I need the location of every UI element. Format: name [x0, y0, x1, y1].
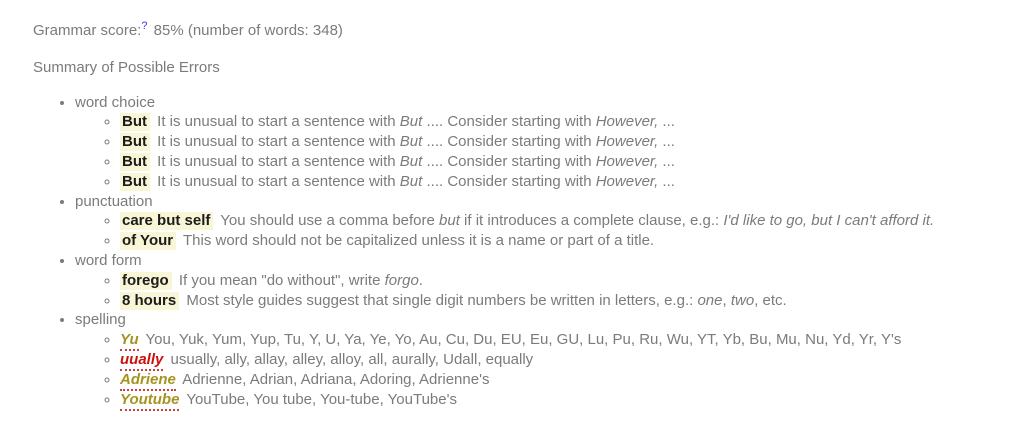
text-segment: This word should not be capitalized unless it is a name or part of a title.: [179, 232, 655, 250]
category-item-list: [75, 330, 1010, 409]
error-item: [120, 390, 1010, 410]
text-segment: ,: [722, 291, 731, 309]
error-category-word-choice: [75, 93, 1010, 192]
category-item-list: [75, 211, 1010, 251]
text-segment: It is unusual to start a sentence with: [153, 133, 400, 151]
error-item: [120, 350, 1010, 370]
text-segment: It is unusual to start a sentence with: [153, 172, 400, 190]
error-term: But: [120, 153, 150, 171]
error-item: [120, 152, 1010, 172]
emphasis-text: but: [439, 212, 460, 230]
emphasis-text: one: [697, 291, 723, 309]
error-item: [120, 330, 1010, 350]
emphasis-text: But: [399, 113, 423, 131]
error-category-punctuation: [75, 192, 1010, 251]
misspelled-word: Youtube: [120, 391, 179, 411]
text-segment: if it introduces a complete clause, e.g.:: [459, 212, 724, 230]
text-segment: .... Consider starting with: [422, 152, 596, 170]
error-item: [120, 172, 1010, 192]
emphasis-text: forgo: [384, 271, 419, 289]
error-item: [120, 112, 1010, 132]
category-label: spelling: [75, 311, 126, 329]
text-segment: You, Yuk, Yum, Yup, Tu, Y, U, Ya, Ye, Yo, Au, Cu, Du, EU, Eu, GU, Lu, Pu, Ru, Wu, YT, Yb, Bu, Mu, Nu, Yd, Yr, Y's: [141, 331, 902, 349]
emphasis-text: I'd like to go, but I can't afford it.: [723, 212, 935, 230]
error-term: But: [120, 113, 150, 131]
misspelled-word: uually: [120, 351, 163, 371]
text-segment: You should use a comma before: [216, 212, 440, 230]
text-segment: Adrienne, Adrian, Adriana, Adoring, Adrienne's: [178, 370, 490, 388]
summary-title: Summary of Possible Errors: [33, 58, 220, 76]
text-segment: Most style guides suggest that single digit numbers be written in letters, e.g.:: [182, 291, 698, 309]
emphasis-text: However,: [595, 133, 659, 151]
category-label: punctuation: [75, 192, 153, 210]
emphasis-text: two: [730, 291, 755, 309]
error-item: [120, 370, 1010, 390]
text-segment: ...: [658, 152, 675, 170]
error-term: But: [120, 133, 150, 151]
emphasis-text: But: [399, 133, 423, 151]
emphasis-text: But: [399, 152, 423, 170]
error-term: care but self: [120, 212, 213, 230]
emphasis-text: However,: [595, 172, 659, 190]
emphasis-text: But: [399, 172, 423, 190]
category-label: word choice: [75, 93, 156, 111]
error-term: of Your: [120, 232, 176, 250]
error-item: [120, 231, 1010, 251]
text-segment: .... Consider starting with: [422, 172, 596, 190]
text-segment: , etc.: [754, 291, 787, 309]
grammar-score-line: [33, 21, 1010, 41]
category-item-list: [75, 271, 1010, 311]
error-item: [120, 132, 1010, 152]
emphasis-text: However,: [595, 113, 659, 131]
misspelled-word: Yu: [120, 331, 139, 351]
error-item: [120, 271, 1010, 291]
error-category-word-form: [75, 251, 1010, 310]
error-term: 8 hours: [120, 292, 179, 310]
text-segment: ...: [658, 133, 675, 151]
error-term: forego: [120, 272, 172, 290]
category-item-list: [75, 112, 1010, 191]
text-segment: ...: [658, 172, 675, 190]
text-segment: .... Consider starting with: [422, 113, 596, 131]
text-segment: It is unusual to start a sentence with: [153, 152, 400, 170]
grammar-score-label: Grammar score:: [33, 22, 142, 39]
text-segment: YouTube, You tube, You-tube, YouTube's: [182, 390, 457, 408]
category-label: word form: [75, 251, 142, 269]
help-link[interactable]: ?: [141, 20, 148, 32]
error-item: [120, 211, 1010, 231]
emphasis-text: However,: [595, 152, 659, 170]
error-item: [120, 291, 1010, 311]
error-term: But: [120, 173, 150, 191]
grammar-score-value: 85% (number of words: 348): [153, 22, 343, 39]
misspelled-word: Adriene: [120, 371, 176, 391]
error-category-spelling: [75, 310, 1010, 409]
text-segment: ...: [658, 113, 675, 131]
text-segment: It is unusual to start a sentence with: [153, 113, 400, 131]
error-summary-list: [33, 93, 1010, 410]
text-segment: If you mean "do without", write: [174, 271, 385, 289]
text-segment: usually, ally, allay, alley, alloy, all, aurally, Udall, equally: [166, 350, 534, 368]
text-segment: .: [418, 271, 423, 289]
text-segment: .... Consider starting with: [422, 133, 596, 151]
